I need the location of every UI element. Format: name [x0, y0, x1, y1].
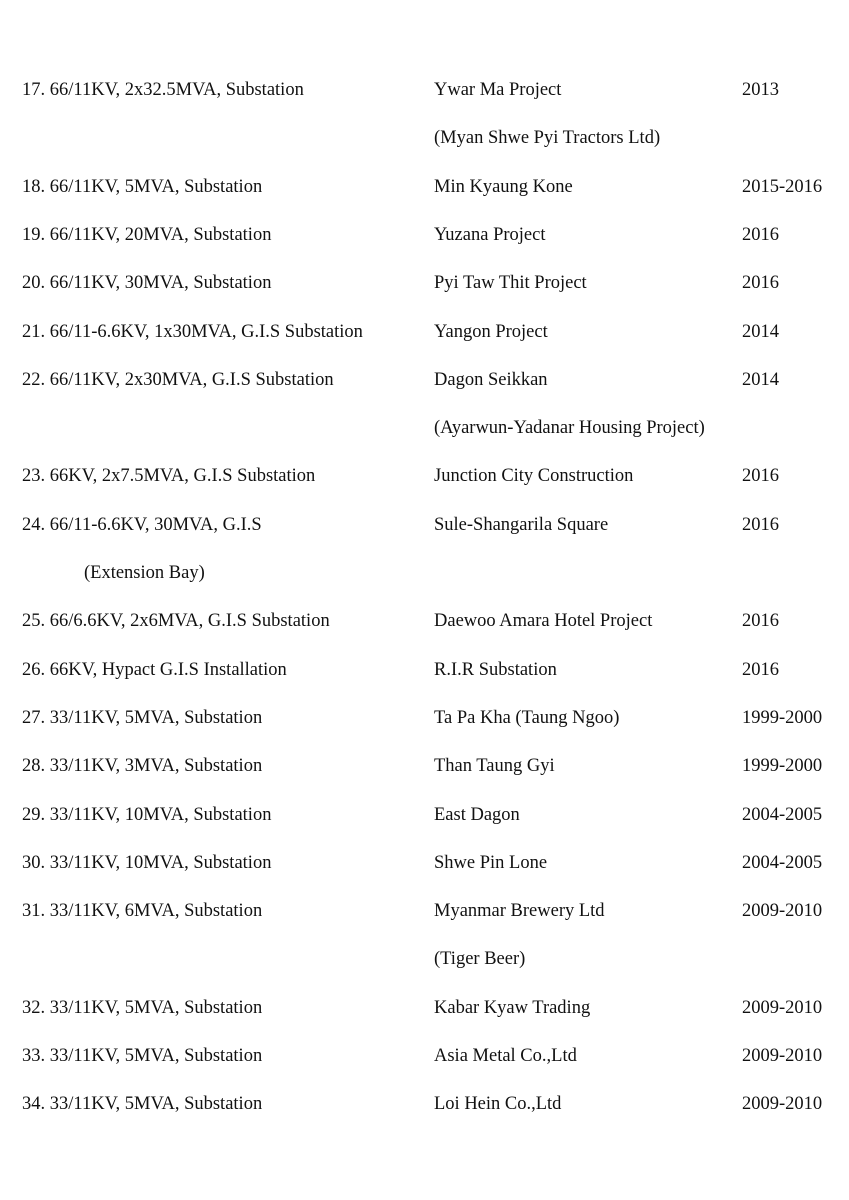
list-row [0, 174, 849, 200]
list-row [0, 946, 849, 972]
project-year: 2016 [742, 224, 779, 245]
project-year: 2009-2010 [742, 901, 823, 922]
project-year: 2016 [742, 514, 779, 535]
list-row [0, 995, 849, 1021]
substation-description: 20. 66/11KV, 30MVA, Substation [22, 273, 272, 294]
substation-description: 26. 66KV, Hypact G.I.S Installation [22, 659, 287, 680]
list-row [0, 560, 849, 586]
project-name: Shwe Pin Lone [434, 852, 548, 873]
substation-description: 19. 66/11KV, 20MVA, Substation [22, 224, 272, 245]
project-year: 2009-2010 [742, 1094, 823, 1115]
list-row [0, 270, 849, 296]
list-row [0, 898, 849, 924]
project-year: 2013 [742, 80, 779, 100]
list-row [0, 415, 849, 441]
substation-description: 32. 33/11KV, 5MVA, Substation [22, 997, 263, 1018]
project-year: 2016 [742, 611, 779, 632]
list-row [0, 802, 849, 828]
project-name: (Myan Shwe Pyi Tractors Ltd) [434, 128, 661, 149]
substation-description: 22. 66/11KV, 2x30MVA, G.I.S Substation [22, 369, 334, 390]
substation-description: 30. 33/11KV, 10MVA, Substation [22, 852, 272, 873]
project-name: Loi Hein Co.,Ltd [434, 1094, 562, 1115]
substation-description: 24. 66/11-6.6KV, 30MVA, G.I.S [22, 514, 262, 535]
project-name: Min Kyaung Kone [434, 176, 573, 197]
project-name: (Tiger Beer) [434, 949, 526, 970]
substation-description: (Extension Bay) [84, 563, 205, 583]
project-year: 2004-2005 [742, 804, 823, 825]
list-row [0, 463, 849, 489]
project-name: Asia Metal Co.,Ltd [434, 1046, 577, 1066]
project-name: Myanmar Brewery Ltd [434, 901, 605, 922]
project-year: 2009-2010 [742, 997, 823, 1018]
project-name: Kabar Kyaw Trading [434, 997, 591, 1018]
project-year: 2016 [742, 466, 779, 487]
substation-description: 34. 33/11KV, 5MVA, Substation [22, 1094, 263, 1115]
substation-description: 17. 66/11KV, 2x32.5MVA, Substation [22, 80, 304, 100]
substation-description: 27. 33/11KV, 5MVA, Substation [22, 707, 263, 728]
project-name: Ta Pa Kha (Taung Ngoo) [434, 707, 620, 728]
project-name: Dagon Seikkan [434, 369, 548, 390]
list-row [0, 77, 849, 103]
project-year: 1999-2000 [742, 707, 823, 728]
project-year: 2014 [742, 321, 779, 342]
project-year: 2016 [742, 659, 779, 680]
substation-description: 29. 33/11KV, 10MVA, Substation [22, 804, 272, 825]
project-name: Sule-Shangarila Square [434, 514, 609, 535]
list-row [0, 512, 849, 538]
project-year: 2014 [742, 369, 779, 390]
list-row [0, 705, 849, 731]
list-row [0, 753, 849, 779]
project-year: 1999-2000 [742, 756, 823, 777]
list-row [0, 125, 849, 151]
list-row [0, 319, 849, 345]
project-name: Yangon Project [434, 321, 548, 342]
substation-description: 18. 66/11KV, 5MVA, Substation [22, 176, 263, 197]
project-name: (Ayarwun-Yadanar Housing Project) [434, 418, 705, 439]
project-name: Ywar Ma Project [434, 80, 562, 100]
list-row [0, 850, 849, 876]
project-name: Yuzana Project [434, 224, 546, 245]
project-year: 2009-2010 [742, 1046, 823, 1066]
project-name: Pyi Taw Thit Project [434, 273, 587, 294]
list-row [0, 608, 849, 634]
project-name: R.I.R Substation [434, 659, 557, 680]
list-row [0, 1091, 849, 1117]
project-name: Daewoo Amara Hotel Project [434, 611, 653, 632]
substation-description: 33. 33/11KV, 5MVA, Substation [22, 1046, 263, 1066]
project-name: Junction City Construction [434, 466, 634, 487]
substation-description: 25. 66/6.6KV, 2x6MVA, G.I.S Substation [22, 611, 330, 632]
list-row [0, 222, 849, 248]
list-row [0, 367, 849, 393]
project-year: 2004-2005 [742, 852, 823, 873]
substation-description: 21. 66/11-6.6KV, 1x30MVA, G.I.S Substation [22, 321, 363, 342]
project-year: 2015-2016 [742, 176, 823, 197]
project-name: Than Taung Gyi [434, 756, 555, 777]
list-row [0, 1043, 849, 1069]
project-name: East Dagon [434, 804, 520, 825]
substation-description: 23. 66KV, 2x7.5MVA, G.I.S Substation [22, 466, 316, 487]
substation-description: 31. 33/11KV, 6MVA, Substation [22, 901, 263, 922]
list-row [0, 657, 849, 683]
substation-description: 28. 33/11KV, 3MVA, Substation [22, 756, 263, 777]
project-year: 2016 [742, 273, 779, 294]
